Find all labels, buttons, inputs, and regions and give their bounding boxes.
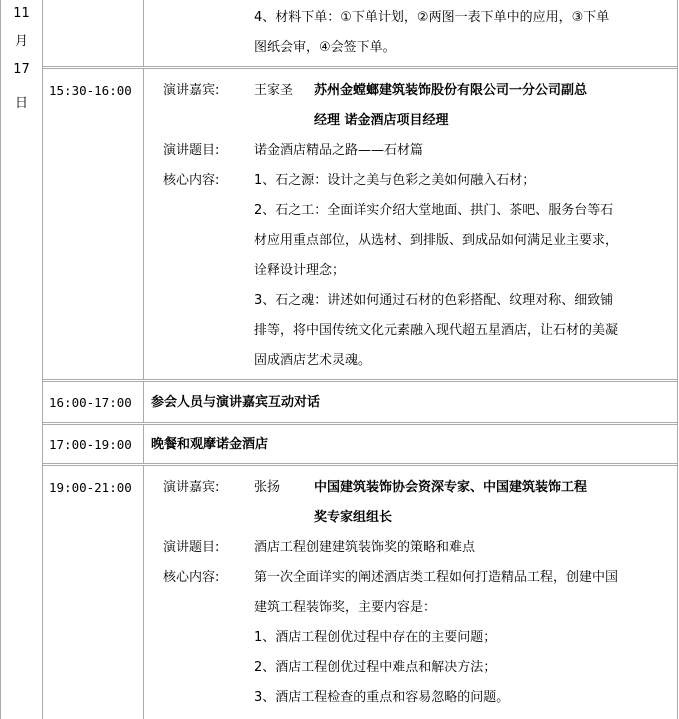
speaker-title: 苏州金螳螂建筑装饰股份有限公司一分公司副总 bbox=[314, 83, 588, 98]
content-line: 排等，将中国传统文化元素融入现代超五星酒店，让石材的美凝 bbox=[254, 323, 619, 338]
schedule-row-session4 bbox=[43, 466, 677, 719]
schedule-row-session1 bbox=[43, 69, 677, 379]
content-line: 第一次全面详实的阐述酒店类工程如何打造精品工程，创建中国 bbox=[254, 570, 619, 585]
content-line: 诠释设计理念； bbox=[254, 263, 346, 278]
session-title: 参会人员与演讲嘉宾互动对话 bbox=[151, 395, 321, 410]
speaker-name: 王家圣 bbox=[254, 83, 294, 98]
content-line: 建筑工程装饰奖，主要内容是： bbox=[254, 600, 437, 615]
session-title: 晚餐和观摩诺金酒店 bbox=[151, 437, 269, 452]
content-label: 核心内容: bbox=[163, 570, 220, 585]
date-day-char: 日 bbox=[14, 96, 28, 111]
topic-label: 演讲题目: bbox=[163, 143, 220, 158]
date-month-char: 月 bbox=[14, 34, 28, 49]
date-month-number: 11 bbox=[13, 6, 30, 21]
time-slot: 15:30-16:00 bbox=[49, 83, 132, 98]
speaker-name: 张扬 bbox=[254, 480, 281, 495]
content-line: 材应用重点部位，从选材、到排版、到成品如何满足业主要求， bbox=[254, 233, 619, 248]
topic-text: 酒店工程创建建筑装饰奖的策略和难点 bbox=[254, 540, 476, 555]
content-line: 2、石之工：全面详实介绍大堂地面、拱门、茶吧、服务台等石 bbox=[254, 203, 614, 218]
schedule-row-continued bbox=[43, 0, 677, 66]
time-slot: 17:00-19:00 bbox=[49, 437, 132, 452]
content-line: 固成酒店艺术灵魂。 bbox=[254, 353, 372, 368]
date-day-number: 17 bbox=[13, 62, 30, 77]
speaker-label: 演讲嘉宾: bbox=[163, 480, 220, 495]
speaker-title: 奖专家组组长 bbox=[314, 510, 393, 525]
schedule-row-session3 bbox=[43, 425, 677, 463]
schedule-row-session2 bbox=[43, 382, 677, 422]
content-line: 1、石之源：设计之美与色彩之美如何融入石材； bbox=[254, 173, 536, 188]
time-slot: 19:00-21:00 bbox=[49, 480, 132, 495]
content-line: 3、石之魂：讲述如何通过石材的色彩搭配、纹理对称、细致铺 bbox=[254, 293, 614, 308]
content-line: 4、材料下单：①下单计划，②两图一表下单中的应用，③下单 bbox=[254, 10, 610, 25]
speaker-title: 经理 诺金酒店项目经理 bbox=[314, 113, 449, 128]
content-line: 2、酒店工程创优过程中难点和解决方法； bbox=[254, 660, 497, 675]
topic-label: 演讲题目: bbox=[163, 540, 220, 555]
content-label: 核心内容: bbox=[163, 173, 220, 188]
topic-text: 诺金酒店精品之路——石材篇 bbox=[254, 143, 424, 158]
speaker-label: 演讲嘉宾: bbox=[163, 83, 220, 98]
content-line: 1、酒店工程创优过程中存在的主要问题； bbox=[254, 630, 497, 645]
content-line: 3、酒店工程检查的重点和容易忽略的问题。 bbox=[254, 690, 510, 705]
table-border-right bbox=[677, 0, 678, 719]
time-slot: 16:00-17:00 bbox=[49, 395, 132, 410]
speaker-title: 中国建筑装饰协会资深专家、中国建筑装饰工程 bbox=[314, 480, 588, 495]
content-line: 图纸会审，④会签下单。 bbox=[254, 40, 396, 55]
